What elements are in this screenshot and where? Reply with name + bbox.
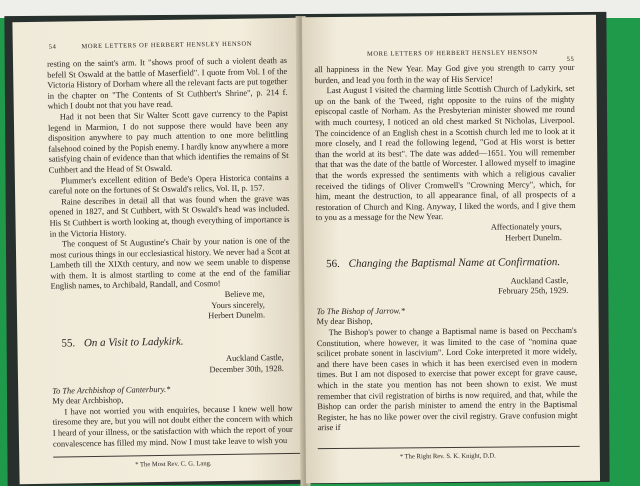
letter-heading [61, 335, 291, 349]
footnote-rule [318, 446, 580, 449]
signature: Herbert Dunelm. [208, 310, 266, 321]
footnote: * The Right Rev. S. K. Knight, D.D. [399, 452, 496, 461]
closing-line: Yours sincerely, [211, 300, 265, 310]
paragraph: Had it not been that Sir Walter Scott gave currency to the Papist legend in Marmion, I do not suppose there would have been any disposition anywhere to pay much attention to one more belittling falsehood coined by the Popish enemy. I hardly know anywhere a more satisfying chain of evidence than that which identifies the remains of St Cuthbert and the Head of St Oswald. [47, 108, 289, 175]
letter-date: February 25th, 1929. [498, 286, 569, 296]
letter-title: On a Visit to Ladykirk. [83, 335, 184, 350]
paragraph: Plummer's excellent edition of Bede's Opera Historica contains a careful note on the fortunes of St Oswald's relics, Vol. II, p. 157. [48, 172, 289, 196]
letter-recipient: To The Bishop of Jarrow.* [316, 306, 405, 317]
letter-heading [326, 257, 576, 270]
page-number: 55 [566, 55, 575, 63]
paragraph: resting on the saint's arm. It "shows proof of such a violent death as befell St Oswald at the battle of Maserfield". I quote from Vol. I of the Victoria History of Dorham where all the relevant facts are put together in the chapter on "The Contents of St Cuthbert's Shrine", p. 214 f. which I doubt not that you have read. [46, 55, 288, 112]
letter-date: December 30th, 1928. [209, 364, 284, 375]
running-head-text: MORE LETTERS OF HERBERT HENSLEY HENSON [366, 49, 538, 58]
letter-body: I have not worried you with enquiries, because I knew well how tiresome they are, but you will not doubt either the concern with which I heard of your illness, or the satisfaction with which the report of your convalescence has filled my mind. Now I must take leave to wish you [52, 403, 293, 449]
paragraph: The conquest of St Augustine's Chair by your nation is one of the most curious things in our ecclesiastical history. We never had a Scot at Lambeth till the XIXth century, and now we seem unable to dispense with them. It is almost startling to come at the end of the familiar English names, to Archibald, Randall, and Cosmo! [49, 236, 291, 292]
paragraph: all happiness in the New Year. May God give you strength to carry your burden, and lead you forth in the way of His Service! [314, 62, 575, 85]
signature: Herbert Dunelm. [505, 232, 562, 243]
page-number: 54 [48, 43, 57, 51]
letter-recipient: To The Archbishop of Canterbury.* [52, 384, 171, 396]
letter-title: Changing the Baptismal Name at Confirmation. [348, 256, 561, 270]
paragraph: Last August I visited the charming little Scottish Church of Ladykirk, set up on the bank of the Tweed, right opposite to the ruins of the mighty episcopal castle of Norham. As the Presbyterian minister showed me round with much courtesy, I noticed an old chest marked St Nicholas, Liverpool. The coincidence of an English chest in a Scottish church led me to look at it more closely, and I read the following legend, "God at His worst is better than the world at its best". The date was added—1651. You will remember that that was the date of the battle of Worcester. I allowed myself to imagine that the words expressed the sentiments with which a religious cavalier received the tidings of Oliver Cromwell's "Crowning Mercy", which, for him, meant the destruction, to all appearance final, of all prospects of a restoration of Church and King. Anyway, I liked the words, and I give them to you as a message for the New Year. [314, 84, 576, 223]
letter-salutation: My dear Archbishop, [52, 395, 124, 406]
footnote: * The Most Rev. C. G. Lang. [135, 460, 212, 469]
left-page-body [47, 56, 293, 450]
running-header [330, 49, 575, 63]
closing-line: Affectionately yours, [490, 221, 562, 232]
paragraph: Raine describes in detail all that was found when the grave was opened in 1827, and St Cuthbert, with St Oswald's head was included. His St Cuthbert is worth looking at, though everything of importance is in the Victoria History. [49, 193, 290, 239]
letter-number: 56. [326, 258, 340, 271]
letter-body: The Bishop's power to change a Baptismal name is based on Peccham's Constitution, where however, it was limited to the case of "nomina quae scilicet probate sonent in lascivium". Lord Coke interpreted it more widely, and there have been cases in which it has been exercised even in modern times. But I am not disposed to exercise that power except for grave cause, which in the state you mention has not been shown to exist. We must remember that civil registration of births is now required, and that, while the Bishop can order the parish minister to amend the entry in the Baptismal Register, he has no like power over the civil registry. Grave confusion might arise if [316, 325, 578, 433]
running-head-text: MORE LETTERS OF HERBERT HENSLEY HENSON [81, 40, 253, 51]
right-page-body [314, 63, 577, 434]
footnote-rule [53, 453, 305, 458]
letter-place: Auckland Castle, [510, 275, 569, 286]
left-page [12, 18, 305, 484]
closing-line: Believe me, [224, 289, 265, 300]
letter-place: Auckland Castle, [225, 353, 284, 364]
running-header [49, 40, 285, 51]
letter-number: 55. [61, 337, 76, 350]
right-page [302, 15, 600, 484]
letter-salutation: My dear Bishop, [316, 317, 373, 327]
